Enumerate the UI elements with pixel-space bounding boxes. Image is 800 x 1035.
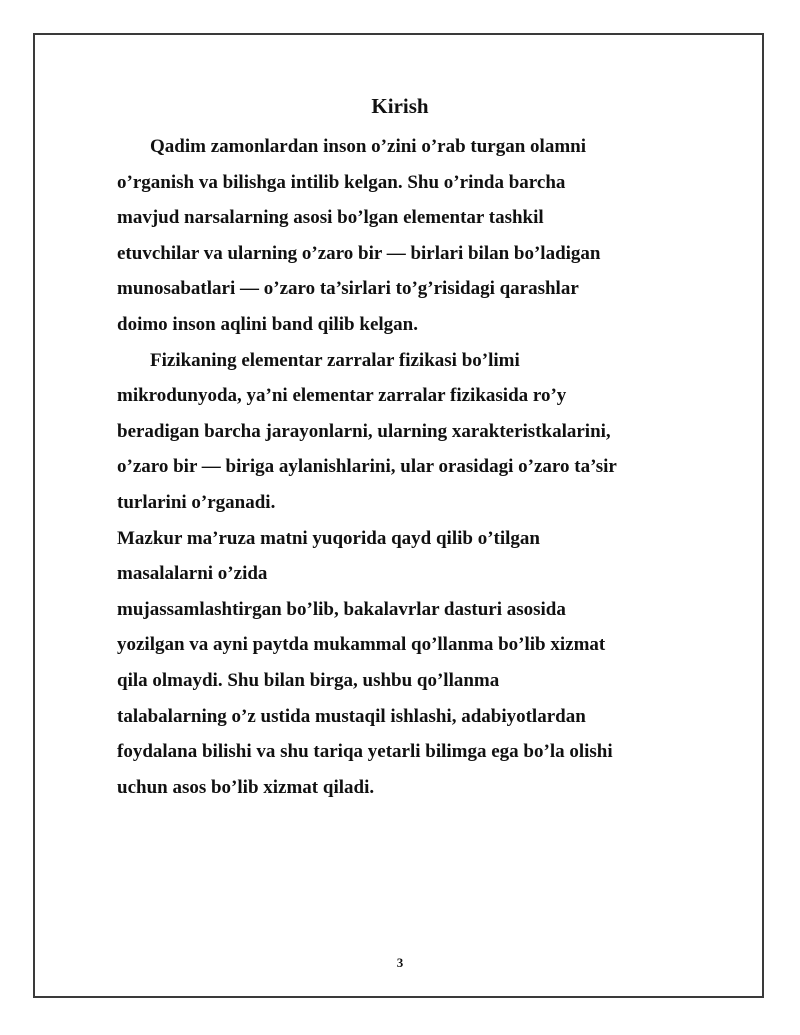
- paragraph-line: munosabatlari — o’zaro ta’sirlari to’g’risidagi qarashlar: [117, 278, 579, 300]
- paragraph-line: turlarini o’rganadi.: [117, 491, 276, 513]
- document-body: [117, 129, 697, 805]
- paragraph-line: foydalana bilishi va shu tariqa yetarli bilimga ega bo’la olishi: [117, 741, 613, 763]
- paragraph-1: [117, 129, 697, 343]
- paragraph-line: masalalarni o’zida: [117, 563, 268, 585]
- paragraph-line: qila olmaydi. Shu bilan birga, ushbu qo’llanma: [117, 669, 500, 691]
- paragraph-line: talabalarning o’z ustida mustaqil ishlashi, adabiyotlardan: [117, 705, 586, 727]
- paragraph-line: Qadim zamonlardan inson o’zini o’rab turgan olamni: [150, 136, 586, 157]
- paragraph-line: o’zaro bir — biriga aylanishlarini, ular orasidagi o’zaro ta’sir: [117, 456, 617, 478]
- paragraph-line: Mazkur ma’ruza matni yuqorida qayd qilib o’tilgan: [117, 527, 540, 549]
- paragraph-line: o’rganish va bilishga intilib kelgan. Shu o’rinda barcha: [117, 171, 566, 193]
- paragraph-line: etuvchilar va ularning o’zaro bir — birlari bilan bo’ladigan: [117, 242, 601, 264]
- page-title: Kirish: [371, 94, 429, 118]
- paragraph-line: doimo inson aqlini band qilib kelgan.: [117, 313, 418, 335]
- paragraph-line: uchun asos bo’lib xizmat qiladi.: [117, 776, 375, 798]
- paragraph-line: mikrodunyoda, ya’ni elementar zarralar fizikasida ro’y: [117, 385, 567, 407]
- page-number: 3: [396, 955, 404, 970]
- paragraph-line: beradigan barcha jarayonlarni, ularning xarakteristkalarini,: [117, 420, 611, 442]
- paragraph-line: Fizikaning elementar zarralar fizikasi bo’limi: [150, 349, 520, 371]
- paragraph-line: mavjud narsalarning asosi bo’lgan elementar tashkil: [117, 207, 544, 229]
- paragraph-line: yozilgan va ayni paytda mukammal qo’llanma bo’lib xizmat: [117, 634, 606, 656]
- paragraph-line: mujassamlashtirgan bo’lib, bakalavrlar dasturi asosida: [117, 598, 566, 620]
- paragraph-3: [117, 521, 697, 806]
- paragraph-2: [117, 343, 697, 521]
